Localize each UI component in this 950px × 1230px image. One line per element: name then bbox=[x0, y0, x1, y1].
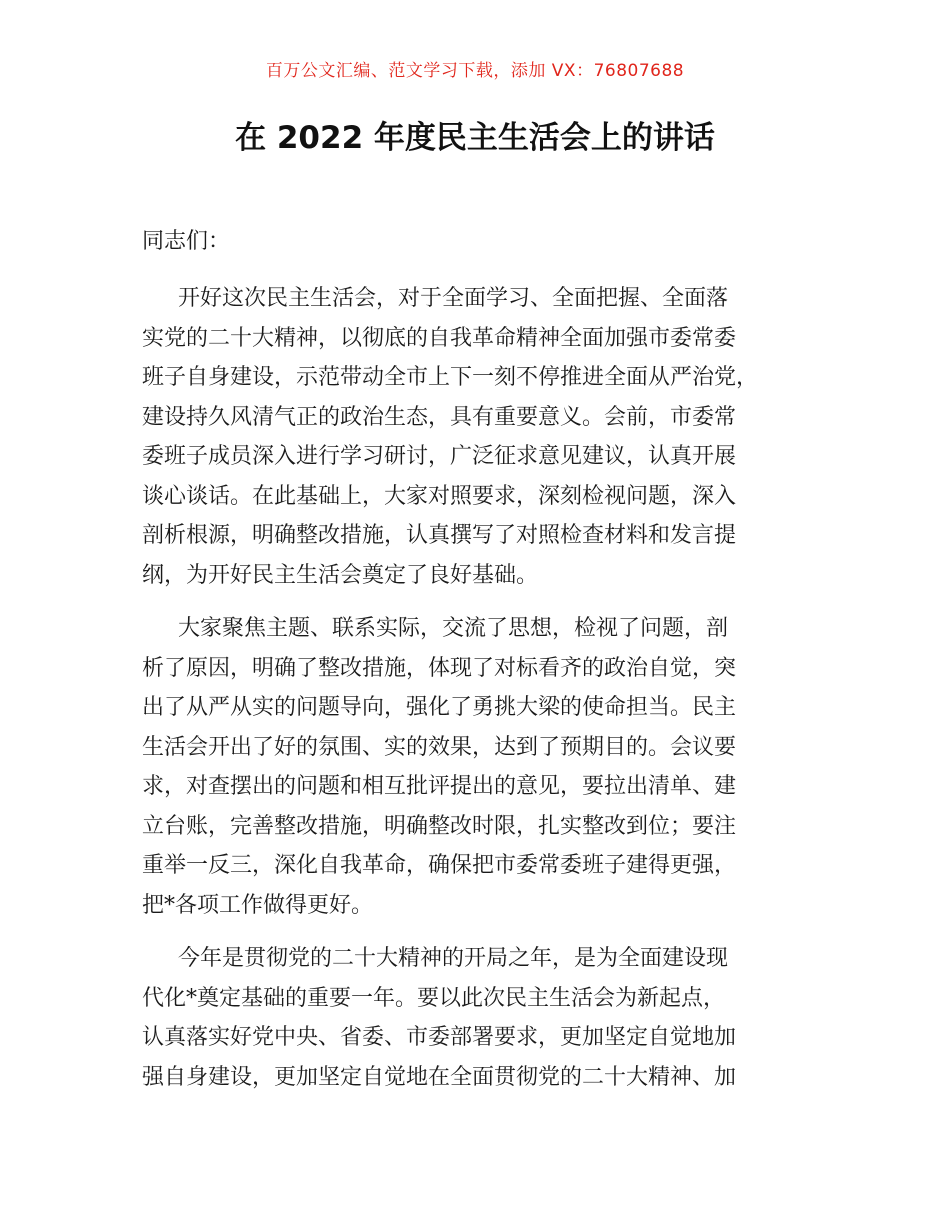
paragraph-line: 强自身建设，更加坚定自觉地在全面贯彻党的二十大精神、加 bbox=[142, 1064, 737, 1090]
paragraph-line: 析了原因，明确了整改措施，体现了对标看齐的政治自觉，突 bbox=[142, 655, 737, 681]
paragraph-line: 生活会开出了好的氛围、实的效果，达到了预期目的。会议要 bbox=[142, 734, 737, 760]
paragraph-line: 开好这次民主生活会，对于全面学习、全面把握、全面落 bbox=[178, 286, 729, 311]
paragraph-line: 建设持久风清气正的政治生态，具有重要意义。会前，市委常 bbox=[142, 404, 737, 430]
paragraph-2 bbox=[142, 609, 814, 925]
paragraph-line: 委班子成员深入进行学习研讨，广泛征求意见建议，认真开展 bbox=[142, 444, 737, 469]
paragraph-3 bbox=[142, 939, 814, 1097]
paragraph-line: 立台账，完善整改措施，明确整改时限，扎实整改到位；要注 bbox=[142, 813, 737, 839]
paragraph-line: 认真落实好党中央、省委、市委部署要求，更加坚定自觉地加 bbox=[142, 1025, 737, 1050]
paragraph-line: 谈心谈话。在此基础上，大家对照要求，深刻检视问题，深入 bbox=[142, 483, 737, 509]
paragraph-line: 求，对查摆出的问题和相互批评提出的意见，要拉出清单、建 bbox=[142, 774, 737, 799]
paragraph-line: 剖析根源，明确整改措施，认真撰写了对照检查材料和发言提 bbox=[142, 523, 737, 548]
document-title: 在 2022 年度民主生活会上的讲话 bbox=[235, 120, 715, 156]
document-body bbox=[142, 224, 814, 1111]
paragraph-line: 今年是贯彻党的二十大精神的开局之年，是为全面建设现 bbox=[178, 946, 729, 971]
paragraph-line: 重举一反三，深化自我革命，确保把市委常委班子建得更强， bbox=[142, 853, 737, 878]
paragraph-1 bbox=[142, 279, 814, 595]
salutation: 同志们： bbox=[142, 229, 231, 254]
paragraph-line: 纲，为开好民主生活会奠定了良好基础。 bbox=[142, 562, 539, 588]
paragraph-line: 大家聚焦主题、联系实际，交流了思想，检视了问题，剖 bbox=[178, 616, 729, 641]
paragraph-line: 实党的二十大精神，以彻底的自我革命精神全面加强市委常委 bbox=[142, 325, 737, 351]
download-watermark-header: 百万公文汇编、范文学习下载，添加 VX：76807688 bbox=[265, 61, 685, 81]
paragraph-line: 出了从严从实的问题导向，强化了勇挑大梁的使命担当。民主 bbox=[142, 695, 737, 720]
paragraph-line: 把*各项工作做得更好。 bbox=[142, 892, 374, 918]
paragraph-line: 班子自身建设，示范带动全市上下一刻不停推进全面从严治党， bbox=[142, 365, 759, 390]
paragraph-line: 代化*奠定基础的重要一年。要以此次民主生活会为新起点， bbox=[142, 985, 726, 1011]
